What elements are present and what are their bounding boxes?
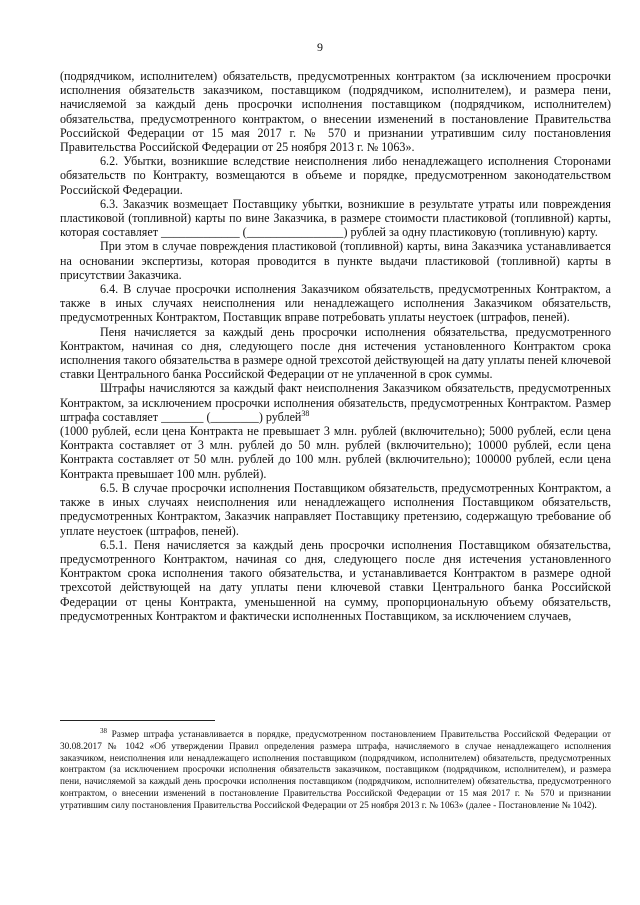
fines-text: Штрафы начисляются за каждый факт неисполнения Заказчиком обязательств, предусмотренных Контрактом, за исключением просрочки исполнения обязательств, предусмотренных Контрактом. Размер штрафа составляет _______ (________) рублей — [60, 381, 611, 424]
paragraph-penalty-customer: Пеня начисляется за каждый день просрочки исполнения обязательства, предусмотренного Контрактом, начиная со дня, следующего после дня истечения установленного Контрактом срока исполнения такого обязательства в размере одной трехсотой действующей на дату уплаты пеней ключевой ставки Центрального банка Российской Федерации от не уплаченной в срок суммы. — [60, 324, 611, 382]
paragraph-6-2: 6.2. Убытки, возникшие вследствие неисполнения либо ненадлежащего исполнения Сторонами обязательств по Контракту, возмещаются в объеме и порядке, предусмотренном законодательством Российской Федерации. — [60, 154, 611, 197]
paragraph-damage-expertise: При этом в случае повреждения пластиковой (топливной) карты, вина Заказчика устанавливается на основании экспертизы, которая проводится в пункте выдачи пластиковой (топливной) карты в присутствии Заказчика. — [60, 239, 611, 282]
page-number: 9 — [317, 40, 323, 54]
paragraph-continuation: (подрядчиком, исполнителем) обязательств, предусмотренных контрактом (за исключением просрочки исполнения обязательств заказчиком, поставщиком (подрядчиком, исполнителем), и размера пени, начисляемой за каждый день просрочки исполнения поставщиком (подрядчиком, исполнителем) обязательства, предусмотренного контрактом, о внесении изменений в постановление Правительства Российской Федерации от 15 мая 2017 г. № 570 и признании утратившим силу постановления Правительства Российской Федерации от 25 ноября 2013 г. № 1063». — [60, 69, 611, 155]
footnote-text: Размер штрафа устанавливается в порядке, предусмотренном постановлением Правительства Российской Федерации от 30.08.2017 № 1042 «Об утверждении Правил определения размера штрафа, начисляемого в случае ненадлежащего исполнения заказчиком, неисполнения или ненадлежащего исполнения поставщиком (подрядчиком, исполнителем) обязательств, предусмотренных контрактом (за исключением просрочки исполнения обязательств заказчиком, поставщиком (подрядчиком, исполнителем), и размера пени, начисляемой за каждый день просрочки исполнения поставщиком (подрядчиком, исполнителем) обязательства, предусмотренного контрактом, о внесении изменений в постановление Правительства Российской Федерации от 15 мая 2017 г. № 570 и признании утратившим силу постановления Правительства Российской Федерации от 25 ноября 2013 г. № 1063» (далее - Постановление № 1042). — [60, 730, 611, 811]
fines-amounts: (1000 рублей, если цена Контракта не превышает 3 млн. рублей (включительно); 5000 рублей, если цена Контракта составляет от 3 млн. рублей до 50 млн. рублей (включительно); 10000 рублей, если цена Контракта составляет от 50 млн. рублей до 100 млн. рублей (включительно); 100000 рублей, если цена Контракта превышает 100 млн. рублей). — [60, 424, 611, 481]
paragraph-6-5: 6.5. В случае просрочки исполнения Поставщиком обязательств, предусмотренных Контрактом, а также в иных случаях неисполнения или ненадлежащего исполнения Поставщиком обязательств, предусмотренных Контрактом, Заказчик направляет Поставщику претензию, содержащую требование об уплате неустоек (штрафов, пеней). — [60, 480, 611, 538]
paragraph-fines-customer — [60, 381, 611, 480]
footnote-number: 38 — [100, 726, 107, 735]
footnote-38 — [60, 726, 611, 813]
paragraph-6-5-1: 6.5.1. Пеня начисляется за каждый день просрочки исполнения Поставщиком обязательства, предусмотренного Контрактом, начиная со дня, следующего после дня истечения установленного Контрактом срока исполнения такого обязательства, и устанавливается Контрактом в размере одной трехсотой действующей на дату уплаты пени ключевой ставки Центрального банка Российской Федерации от цены Контракта, уменьшенной на сумму, пропорциональную объему обязательств, предусмотренных Контрактом и фактически исполненных Поставщиком, за исключением случаев, — [60, 537, 611, 623]
document-body — [60, 69, 611, 623]
footnote-separator — [60, 720, 215, 721]
paragraph-6-3: 6.3. Заказчик возмещает Поставщику убытки, возникшие в результате утраты или повреждения пластиковой (топливной) карты по вине Заказчика, в размере стоимости пластиковой (топливной) карты, которая составляет _____________ (________________) рублей за одну пластиковую (топливную) карту. — [60, 196, 611, 240]
footnote-reference: 38 — [301, 408, 310, 418]
paragraph-6-4: 6.4. В случае просрочки исполнения Заказчиком обязательств, предусмотренных Контрактом, а также в иных случаях неисполнения или ненадлежащего исполнения Заказчиком обязательств, предусмотренных Контрактом, Поставщик вправе потребовать уплаты неустоек (штрафов, пеней). — [60, 282, 611, 325]
